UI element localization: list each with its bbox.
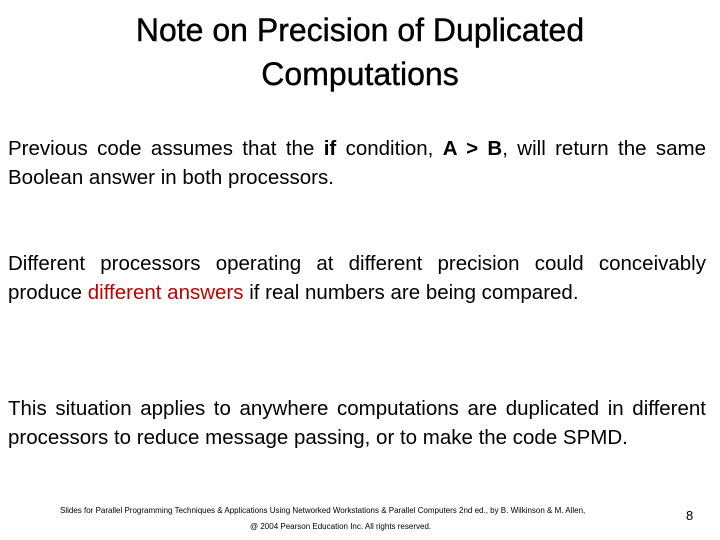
slide-title-line-1: Note on Precision of Duplicated <box>135 12 585 48</box>
keyword-if: if <box>323 137 337 160</box>
condition-expression: A > B <box>442 137 503 160</box>
paragraph-text: Previous code assumes that the <box>8 137 324 160</box>
paragraph-text: condition, <box>336 137 443 160</box>
paragraph-previous-code <box>8 135 706 192</box>
page-number: 8 <box>686 508 694 523</box>
highlighted-text: different answers <box>87 280 244 304</box>
paragraph-text: , will return the same Boolean answer in both processors. <box>8 137 706 189</box>
footer-copyright: @ 2004 Pearson Education Inc. All rights reserved. <box>250 522 432 531</box>
paragraph-text: Different processors operating at different precision could conceivably produce <box>8 252 706 304</box>
footer-credit: Slides for Parallel Programming Techniques & Applications Using Networked Workstations & Parallel Computers 2nd ed., by B. Wilkinson & M. Allen, <box>60 506 586 515</box>
paragraph-text: This situation applies to anywhere computations are duplicated in different processors to reduce message passing, or to make the code SPMD. <box>8 397 706 449</box>
paragraph-different-processors <box>8 250 706 307</box>
paragraph-text: if real numbers are being compared. <box>243 280 579 304</box>
slide-title <box>40 8 680 96</box>
paragraph-situation-applies <box>8 395 706 452</box>
slide-title-line-2: Computations <box>261 56 459 92</box>
